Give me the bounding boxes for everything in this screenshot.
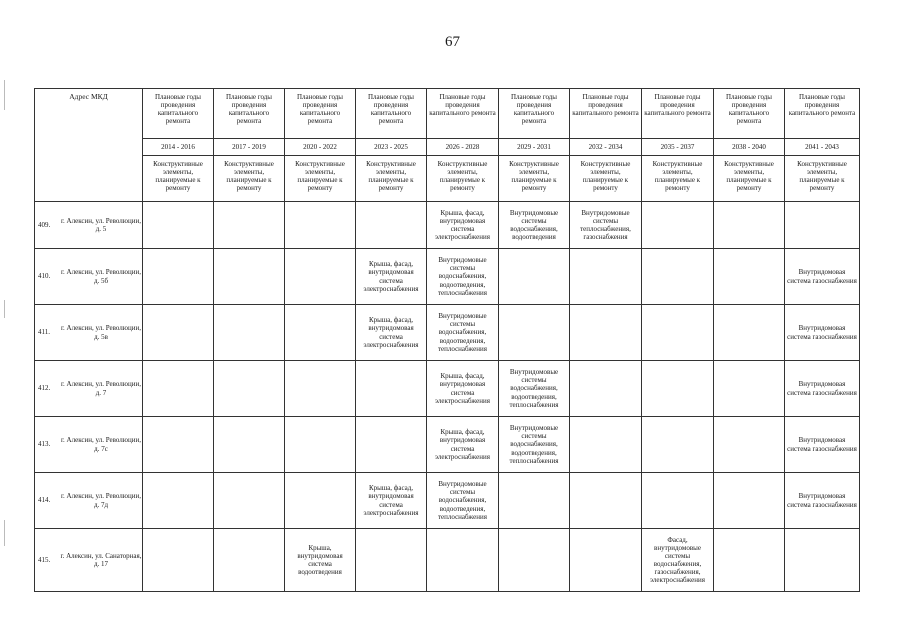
repair-cell	[143, 249, 214, 305]
address-column-header: Адрес МКД	[35, 89, 143, 202]
repair-cell	[714, 305, 785, 361]
scan-margin-mark	[4, 300, 5, 318]
page-number: 67	[445, 34, 460, 50]
repair-cell	[570, 473, 642, 529]
repair-cell: Внутридомовая система газоснабжения	[785, 473, 860, 529]
repair-cell: Внутридомовые системы водоснабжения, водоотведения	[499, 202, 570, 249]
address-text: г. Алексин, ул. Санаторная, д. 17	[60, 551, 142, 568]
period-header: Плановые годы проведения капитального ремонта	[785, 89, 860, 139]
repair-cell	[214, 417, 285, 473]
address-cell	[35, 202, 143, 249]
period-years: 2020 - 2022	[285, 139, 356, 156]
repair-cell	[570, 249, 642, 305]
address-text: г. Алексин, ул. Революции, д. 7д	[60, 492, 142, 509]
repair-cell: Внутридомовые системы водоснабжения, водоотведения, теплоснабжения	[427, 249, 499, 305]
period-years: 2029 - 2031	[499, 139, 570, 156]
repair-cell	[214, 473, 285, 529]
repair-cell	[285, 361, 356, 417]
repair-cell	[499, 305, 570, 361]
address-cell	[35, 361, 143, 417]
repair-cell	[285, 305, 356, 361]
period-years: 2041 - 2043	[785, 139, 860, 156]
row-number: 412.	[38, 384, 51, 393]
repair-cell	[214, 249, 285, 305]
address-cell	[35, 305, 143, 361]
repair-cell	[285, 417, 356, 473]
repair-cell	[642, 305, 714, 361]
repair-cell	[214, 305, 285, 361]
repair-cell	[714, 202, 785, 249]
capital-repair-table	[34, 88, 860, 592]
repair-cell: Внутридомовая система газоснабжения	[785, 417, 860, 473]
repair-cell: Крыша, фасад, внутридомовая система электроснабжения	[427, 202, 499, 249]
repair-cell	[285, 473, 356, 529]
repair-cell: Внутридомовые системы водоснабжения, водоотведения, теплоснабжения	[499, 361, 570, 417]
elements-header: Конструктивные элементы, планируемые к ремонту	[714, 156, 785, 202]
repair-cell	[570, 417, 642, 473]
elements-header: Конструктивные элементы, планируемые к ремонту	[356, 156, 427, 202]
repair-cell	[427, 529, 499, 592]
repair-cell: Крыша, фасад, внутридомовая система электроснабжения	[427, 417, 499, 473]
period-years: 2017 - 2019	[214, 139, 285, 156]
row-number: 411.	[38, 328, 50, 337]
repair-cell: Внутридомовая система газоснабжения	[785, 305, 860, 361]
address-cell	[35, 529, 143, 592]
table-row	[35, 529, 860, 592]
elements-header: Конструктивные элементы, планируемые к ремонту	[214, 156, 285, 202]
period-header: Плановые годы проведения капитального ремонта	[714, 89, 785, 139]
repair-cell: Крыша, фасад, внутридомовая система электроснабжения	[356, 473, 427, 529]
table-row	[35, 417, 860, 473]
repair-cell: Внутридомовые системы теплоснабжения, газоснабжения	[570, 202, 642, 249]
repair-cell	[785, 202, 860, 249]
repair-cell: Крыша, фасад, внутридомовая система электроснабжения	[427, 361, 499, 417]
repair-cell	[714, 473, 785, 529]
repair-cell	[143, 361, 214, 417]
repair-cell	[642, 202, 714, 249]
repair-cell: Крыша, фасад, внутридомовая система электроснабжения	[356, 305, 427, 361]
elements-header: Конструктивные элементы, планируемые к ремонту	[785, 156, 860, 202]
repair-cell	[356, 417, 427, 473]
table-row	[35, 361, 860, 417]
repair-cell	[499, 473, 570, 529]
period-header: Плановые годы проведения капитального ремонта	[356, 89, 427, 139]
period-years: 2014 - 2016	[143, 139, 214, 156]
header-row-elements	[35, 156, 860, 202]
repair-cell	[642, 417, 714, 473]
row-number: 413.	[38, 440, 51, 449]
repair-cell	[143, 305, 214, 361]
header-row-years	[35, 139, 860, 156]
period-header: Плановые годы проведения капитального ремонта	[570, 89, 642, 139]
repair-cell	[356, 202, 427, 249]
elements-header: Конструктивные элементы, планируемые к ремонту	[499, 156, 570, 202]
elements-header: Конструктивные элементы, планируемые к ремонту	[570, 156, 642, 202]
table-row	[35, 473, 860, 529]
period-years: 2032 - 2034	[570, 139, 642, 156]
elements-header: Конструктивные элементы, планируемые к ремонту	[642, 156, 714, 202]
repair-cell: Внутридомовая система газоснабжения	[785, 361, 860, 417]
repair-cell: Фасад, внутридомовые системы водоснабжения, газоснабжения, электроснабжения	[642, 529, 714, 592]
elements-header: Конструктивные элементы, планируемые к ремонту	[427, 156, 499, 202]
repair-cell	[714, 249, 785, 305]
repair-cell	[570, 529, 642, 592]
repair-cell	[356, 361, 427, 417]
elements-header: Конструктивные элементы, планируемые к ремонту	[285, 156, 356, 202]
address-text: г. Алексин, ул. Революции, д. 7	[60, 380, 142, 397]
repair-cell: Крыша, фасад, внутридомовая система электроснабжения	[356, 249, 427, 305]
row-number: 414.	[38, 496, 51, 505]
table-row	[35, 202, 860, 249]
period-years: 2026 - 2028	[427, 139, 499, 156]
period-header: Плановые годы проведения капитального ремонта	[285, 89, 356, 139]
repair-cell	[143, 417, 214, 473]
scan-margin-mark	[4, 520, 5, 546]
repair-cell	[143, 473, 214, 529]
repair-cell	[714, 529, 785, 592]
repair-cell: Внутридомовые системы водоснабжения, водоотведения, теплоснабжения	[499, 417, 570, 473]
repair-cell	[499, 529, 570, 592]
scan-margin-mark	[4, 80, 5, 110]
repair-cell	[714, 417, 785, 473]
period-years: 2038 - 2040	[714, 139, 785, 156]
repair-cell	[143, 202, 214, 249]
period-header: Плановые годы проведения капитального ремонта	[642, 89, 714, 139]
repair-cell	[356, 529, 427, 592]
table-row	[35, 305, 860, 361]
period-header: Плановые годы проведения капитального ремонта	[214, 89, 285, 139]
repair-cell	[214, 361, 285, 417]
row-number: 410.	[38, 272, 51, 281]
repair-cell	[214, 529, 285, 592]
repair-cell	[785, 529, 860, 592]
repair-cell	[285, 202, 356, 249]
repair-cell	[499, 249, 570, 305]
address-text: г. Алексин, ул. Революции, д. 5б	[60, 268, 142, 285]
repair-cell	[570, 361, 642, 417]
period-years: 2035 - 2037	[642, 139, 714, 156]
repair-cell	[642, 473, 714, 529]
repair-cell	[214, 202, 285, 249]
repair-cell	[642, 361, 714, 417]
repair-cell: Внутридомовая система газоснабжения	[785, 249, 860, 305]
address-text: г. Алексин, ул. Революции, д. 5	[60, 216, 142, 233]
row-number: 415.	[38, 555, 51, 564]
row-number: 409.	[38, 220, 51, 229]
period-header: Плановые годы проведения капитального ремонта	[143, 89, 214, 139]
repair-cell	[285, 249, 356, 305]
period-header: Плановые годы проведения капитального ремонта	[499, 89, 570, 139]
repair-cell: Внутридомовые системы водоснабжения, водоотведения, теплоснабжения	[427, 305, 499, 361]
address-cell	[35, 417, 143, 473]
repair-cell	[570, 305, 642, 361]
period-years: 2023 - 2025	[356, 139, 427, 156]
address-text: г. Алексин, ул. Революции, д. 5в	[60, 324, 142, 341]
period-header: Плановые годы проведения капитального ремонта	[427, 89, 499, 139]
address-cell	[35, 473, 143, 529]
elements-header: Конструктивные элементы, планируемые к ремонту	[143, 156, 214, 202]
address-text: г. Алексин, ул. Революции, д. 7с	[60, 436, 142, 453]
repair-cell	[143, 529, 214, 592]
header-row-period	[35, 89, 860, 139]
repair-cell	[642, 249, 714, 305]
repair-cell: Внутридомовые системы водоснабжения, водоотведения, теплоснабжения	[427, 473, 499, 529]
address-cell	[35, 249, 143, 305]
table-row	[35, 249, 860, 305]
repair-cell: Крыша, внутридомовая система водоотведения	[285, 529, 356, 592]
repair-cell	[714, 361, 785, 417]
